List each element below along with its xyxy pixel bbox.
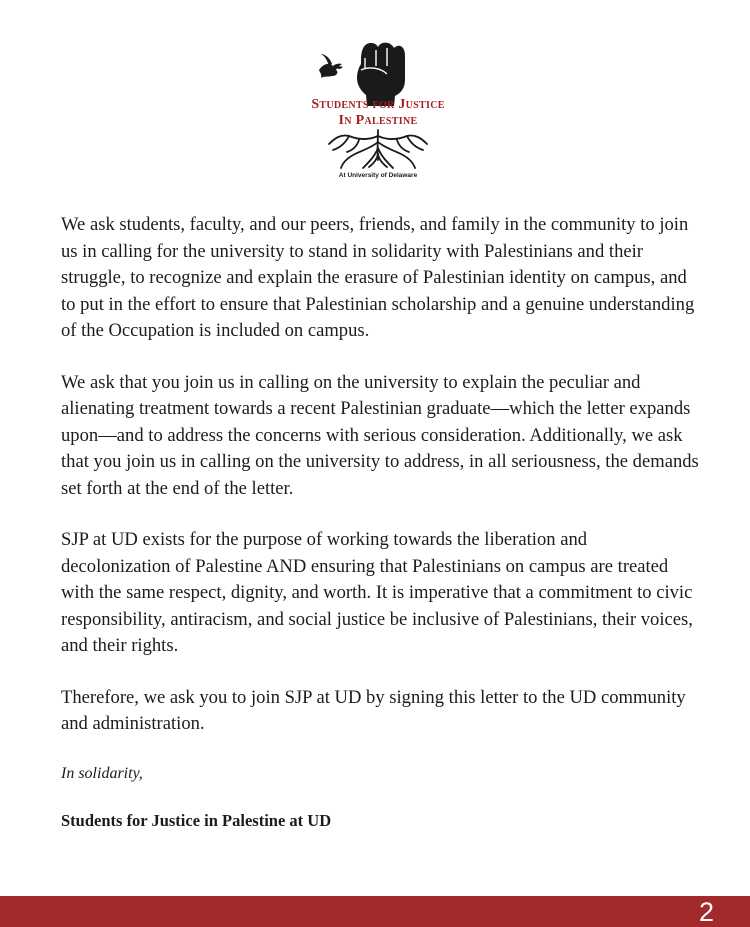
logo-subtitle: At University of Delaware (338, 172, 418, 179)
footer-bar (0, 896, 750, 927)
closing-line: In solidarity, (61, 764, 143, 782)
paragraph-3: SJP at UD exists for the purpose of working towards the liberation and decolonization of Palestine AND ensuring that Palestinians on campus are treated with the same respect, dignity, and worth. It is imperative that a commitment to civic responsibility, antiracism, and social justice be inclusive of Palestinians, their voices, and their rights. (61, 529, 693, 656)
paragraph-1: We ask students, faculty, and our peers, friends, and family in the community to join us in calling for the university to stand in solidarity with Palestinians and their struggle, to recognize and explain the erasure of Palestinian identity on campus, and to put in the effort to ensure that Palestinian scholarship and a genuine understanding of the Occupation is included on campus. (61, 214, 695, 341)
sjp-logo (295, 36, 461, 186)
letter-body (61, 212, 701, 832)
dove-icon (319, 54, 343, 78)
paragraph-4: Therefore, we ask you to join SJP at UD by signing this letter to the UD community and administration. (61, 686, 686, 734)
logo-title-line-2: In Palestine (338, 113, 418, 128)
page-number: 2 (698, 897, 714, 927)
roots-icon (329, 130, 427, 168)
logo-title-line-1: Students for Justice (311, 97, 445, 112)
signature-line: Students for Justice in Palestine at UD (61, 810, 332, 830)
paragraph-2: We ask that you join us in calling on the university to explain the peculiar and alienating treatment towards a recent Palestinian graduate—which the letter expands upon—and to address the concerns with serious consideration. Additionally, we ask that you join us in calling on the university to address, in all seriousness, the demands set forth at the end of the letter. (61, 371, 699, 499)
